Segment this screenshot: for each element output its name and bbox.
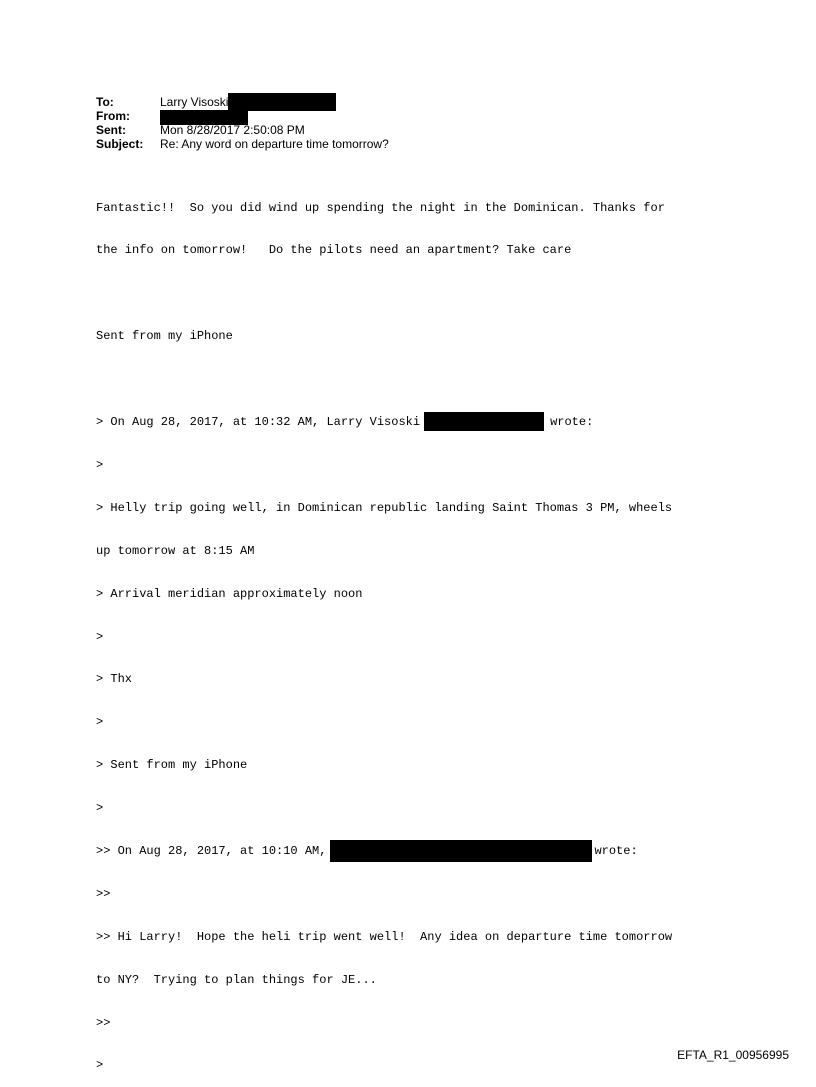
quote-line: > Sent from my iPhone: [96, 758, 248, 773]
to-name: Larry Visoski: [160, 95, 229, 109]
nested-quote-sender-redaction: [330, 840, 592, 862]
quote-email-redaction: [424, 412, 544, 431]
quote-line: >> Hi Larry! Hope the heli trip went well! Any idea on departure time tomorrow: [96, 929, 673, 944]
email-body: [96, 172, 672, 1087]
quote-line: >: [96, 629, 104, 644]
blank-line: [96, 286, 672, 300]
quote-line: >: [96, 715, 104, 730]
quote-line: >: [96, 457, 104, 472]
quote-line: >: [96, 1058, 104, 1073]
body-line: Fantastic!! So you did wind up spending the night in the Dominican. Thanks for: [96, 200, 665, 215]
quote-header-line: [96, 415, 672, 429]
blank-line: [96, 372, 672, 386]
quote-line: >>: [96, 1015, 111, 1030]
sent-label: Sent:: [96, 123, 126, 137]
quote-line: > Arrival meridian approximately noon: [96, 586, 363, 601]
document-id: EFTA_R1_00956995: [677, 1048, 789, 1062]
to-label: To:: [96, 95, 114, 109]
quote-header-text: > On Aug 28, 2017, at 10:32 AM, Larry Visoski: [96, 415, 421, 430]
quote-line: > Thx: [96, 672, 133, 687]
subject-value: Re: Any word on departure time tomorrow?: [160, 137, 389, 151]
quote-line: up tomorrow at 8:15 AM: [96, 543, 255, 558]
body-line: the info on tomorrow! Do the pilots need an apartment? Take care: [96, 243, 572, 258]
from-label: From:: [96, 109, 130, 123]
from-value: [160, 109, 248, 124]
nested-quote-header-suffix: wrote:: [594, 843, 638, 858]
sent-value: Mon 8/28/2017 2:50:08 PM: [160, 123, 305, 137]
signature-line: Sent from my iPhone: [96, 329, 233, 344]
quote-line: > Helly trip going well, in Dominican republic landing Saint Thomas 3 PM, wheels: [96, 500, 673, 515]
quote-header-suffix: wrote:: [550, 415, 594, 430]
subject-label: Subject:: [96, 137, 144, 151]
quote-line: >>: [96, 886, 111, 901]
nested-quote-header-text: >> On Aug 28, 2017, at 10:10 AM,: [96, 843, 327, 858]
nested-quote-header-line: [96, 844, 672, 858]
quote-line: >: [96, 801, 104, 816]
quote-line: to NY? Trying to plan things for JE...: [96, 972, 377, 987]
